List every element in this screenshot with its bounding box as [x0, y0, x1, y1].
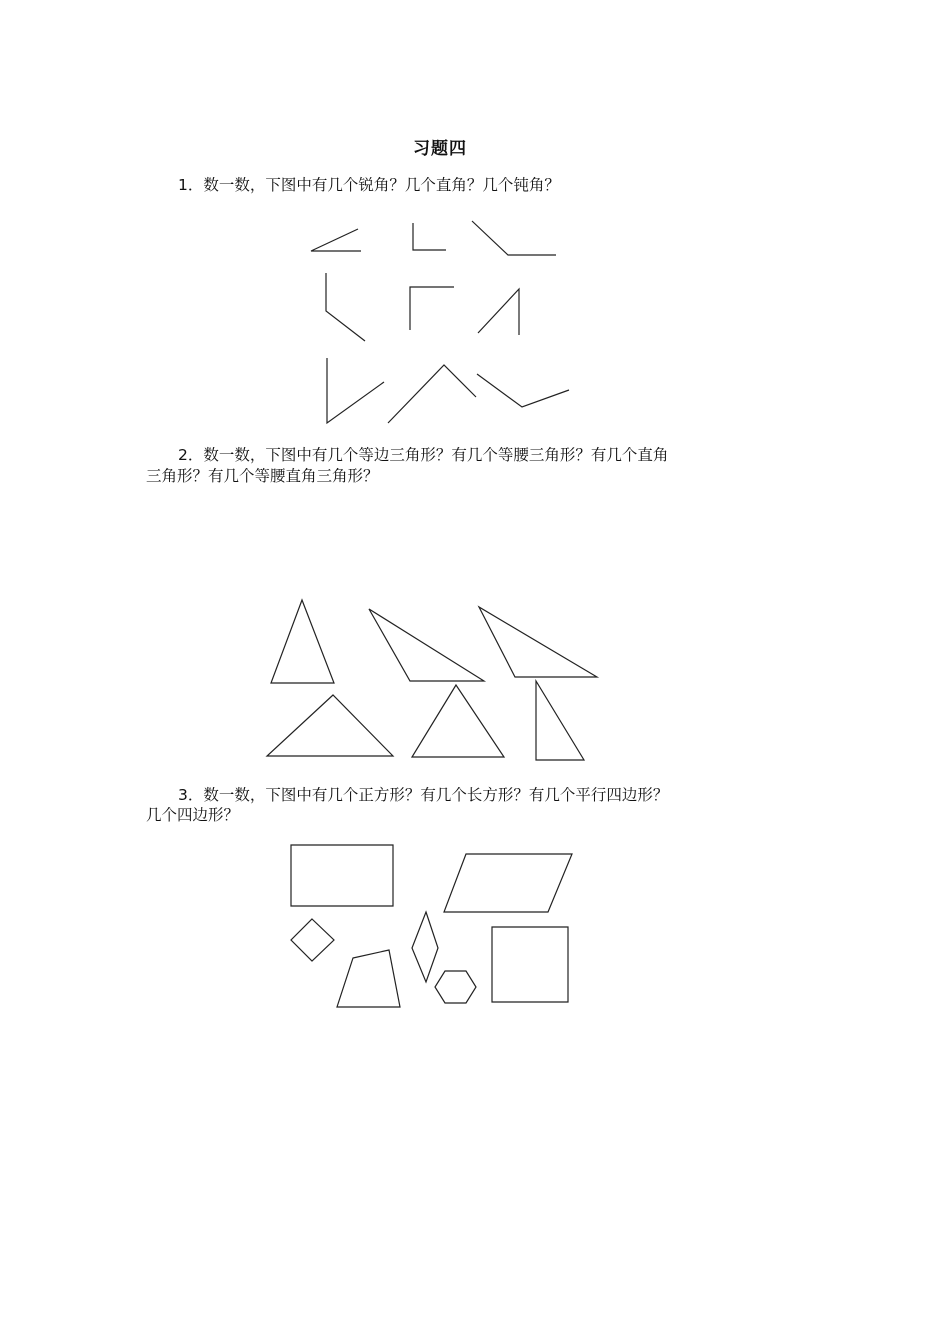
question-2-text-line2: 三角形？有几个等腰直角三角形？: [146, 467, 379, 485]
square-shape: [492, 927, 568, 1002]
question-3-text-line2: 几个四边形？: [146, 806, 240, 824]
rectangle-shape: [291, 845, 393, 906]
tilted-square-shape: [291, 919, 334, 961]
question-3-text-line1: 3．数一数，下图中有几个正方形？有几个长方形？有几个平行四边形？: [178, 786, 669, 804]
parallelogram-shape: [444, 854, 572, 912]
trapezoid-shape: [337, 950, 400, 1007]
worksheet-title: 习题四: [413, 139, 467, 159]
hexagon-shape: [435, 971, 476, 1003]
question-1-text: 1．数一数，下图中有几个锐角？几个直角？几个钝角？: [178, 176, 560, 194]
question-2-text-line1: 2．数一数，下图中有几个等边三角形？有几个等腰三角形？有几个直角: [178, 446, 669, 464]
rhombus-shape: [412, 912, 438, 982]
